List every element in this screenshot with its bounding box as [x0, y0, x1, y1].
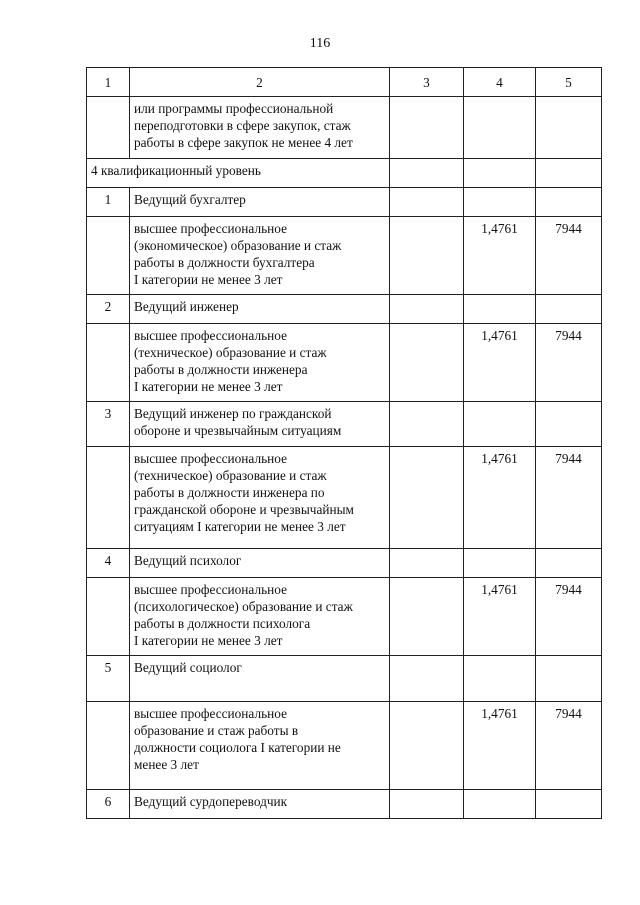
position-number — [87, 702, 130, 790]
position-number: 3 — [87, 402, 130, 447]
text-line: Ведущий сурдопереводчик — [134, 794, 288, 809]
position-title — [130, 402, 390, 447]
salary-value — [536, 402, 602, 447]
position-requirements-row — [87, 447, 602, 549]
coefficient-value: 1,4761 — [464, 447, 536, 549]
text-line: Ведущий психолог — [134, 553, 242, 568]
salary-value — [536, 656, 602, 702]
header-cell-1: 1 — [87, 68, 130, 97]
empty-cell — [390, 702, 464, 790]
text-line: работы в сфере закупок не менее 4 лет — [134, 135, 353, 150]
empty-cell — [390, 402, 464, 447]
coefficient-value: 1,4761 — [464, 217, 536, 295]
position-number: 2 — [87, 295, 130, 324]
empty-cell — [390, 549, 464, 578]
position-number — [87, 217, 130, 295]
text-line: (экономическое) образование и стаж — [134, 238, 342, 253]
text-line: высшее профессиональное — [134, 451, 287, 466]
position-number — [87, 447, 130, 549]
position-requirements-row — [87, 217, 602, 295]
position-title — [130, 188, 390, 217]
salary-value — [536, 295, 602, 324]
qualification-table — [86, 67, 602, 819]
coefficient-value — [464, 97, 536, 159]
text-line: менее 3 лет — [134, 757, 199, 772]
coefficient-value: 1,4761 — [464, 702, 536, 790]
empty-cell — [390, 578, 464, 656]
qualification-level-label: 4 квалификационный уровень — [87, 159, 390, 188]
text-line: высшее профессиональное — [134, 328, 287, 343]
text-line: работы в должности инженера — [134, 362, 308, 377]
position-requirements — [130, 324, 390, 402]
text-line: гражданской обороне и чрезвычайным — [134, 502, 354, 517]
salary-value: 7944 — [536, 702, 602, 790]
position-title-row — [87, 402, 602, 447]
position-requirements — [130, 702, 390, 790]
text-line: Ведущий инженер по гражданской — [134, 406, 332, 421]
empty-cell — [390, 447, 464, 549]
salary-value — [536, 97, 602, 159]
position-number: 6 — [87, 790, 130, 819]
text-line: I категории не менее 3 лет — [134, 272, 283, 287]
empty-cell — [390, 295, 464, 324]
header-cell-4: 4 — [464, 68, 536, 97]
salary-value: 7944 — [536, 578, 602, 656]
text-line: работы в должности инженера по — [134, 485, 325, 500]
table-body — [87, 68, 602, 819]
position-requirements — [130, 217, 390, 295]
header-cell-3: 3 — [390, 68, 464, 97]
position-requirements-row — [87, 702, 602, 790]
header-cell-5: 5 — [536, 68, 602, 97]
text-line: Ведущий бухгалтер — [134, 192, 246, 207]
text-line: I категории не менее 3 лет — [134, 379, 283, 394]
empty-cell — [390, 324, 464, 402]
text-line: (техническое) образование и стаж — [134, 345, 327, 360]
salary-value — [536, 188, 602, 217]
empty-cell — [464, 159, 536, 188]
empty-cell — [390, 217, 464, 295]
text-line: (психологическое) образование и стаж — [134, 599, 353, 614]
position-requirements — [130, 447, 390, 549]
salary-value: 7944 — [536, 324, 602, 402]
text-line: высшее профессиональное — [134, 706, 287, 721]
text-line: работы в должности психолога — [134, 616, 311, 631]
text-line: обороне и чрезвычайным ситуациям — [134, 423, 342, 438]
position-requirements-row — [87, 324, 602, 402]
position-title-row — [87, 790, 602, 819]
page-number: 116 — [309, 36, 331, 51]
position-requirements-row — [87, 97, 602, 159]
salary-value — [536, 790, 602, 819]
empty-cell — [390, 790, 464, 819]
text-line: высшее профессиональное — [134, 582, 287, 597]
position-number: 4 — [87, 549, 130, 578]
salary-value: 7944 — [536, 217, 602, 295]
position-number: 1 — [87, 188, 130, 217]
text-line: высшее профессиональное — [134, 221, 287, 236]
empty-cell — [390, 97, 464, 159]
coefficient-value — [464, 402, 536, 447]
salary-value — [536, 549, 602, 578]
text-line: переподготовки в сфере закупок, стаж — [134, 118, 351, 133]
coefficient-value — [464, 295, 536, 324]
position-number — [87, 97, 130, 159]
text-line: Ведущий инженер — [134, 299, 239, 314]
header-cell-2: 2 — [130, 68, 390, 97]
position-title-row — [87, 295, 602, 324]
coefficient-value: 1,4761 — [464, 578, 536, 656]
position-title — [130, 656, 390, 702]
qualification-level-row — [87, 159, 602, 188]
position-number — [87, 324, 130, 402]
text-line: I категории не менее 3 лет — [134, 633, 283, 648]
text-line: образование и стаж работы в — [134, 723, 299, 738]
position-requirements — [130, 97, 390, 159]
position-title — [130, 790, 390, 819]
empty-cell — [390, 188, 464, 217]
position-title-row — [87, 188, 602, 217]
coefficient-value — [464, 656, 536, 702]
table-header-row — [87, 68, 602, 97]
coefficient-value — [464, 549, 536, 578]
text-line: Ведущий социолог — [134, 660, 242, 675]
position-title — [130, 549, 390, 578]
empty-cell — [390, 656, 464, 702]
position-title-row — [87, 656, 602, 702]
text-line: ситуациям I категории не менее 3 лет — [134, 519, 346, 534]
position-title — [130, 295, 390, 324]
empty-cell — [536, 159, 602, 188]
position-requirements — [130, 578, 390, 656]
text-line: или программы профессиональной — [134, 101, 334, 116]
position-number: 5 — [87, 656, 130, 702]
coefficient-value: 1,4761 — [464, 324, 536, 402]
text-line: работы в должности бухгалтера — [134, 255, 315, 270]
position-requirements-row — [87, 578, 602, 656]
salary-value: 7944 — [536, 447, 602, 549]
position-title-row — [87, 549, 602, 578]
text-line: должности социолога I категории не — [134, 740, 341, 755]
coefficient-value — [464, 790, 536, 819]
text-line: (техническое) образование и стаж — [134, 468, 327, 483]
empty-cell — [390, 159, 464, 188]
position-number — [87, 578, 130, 656]
coefficient-value — [464, 188, 536, 217]
